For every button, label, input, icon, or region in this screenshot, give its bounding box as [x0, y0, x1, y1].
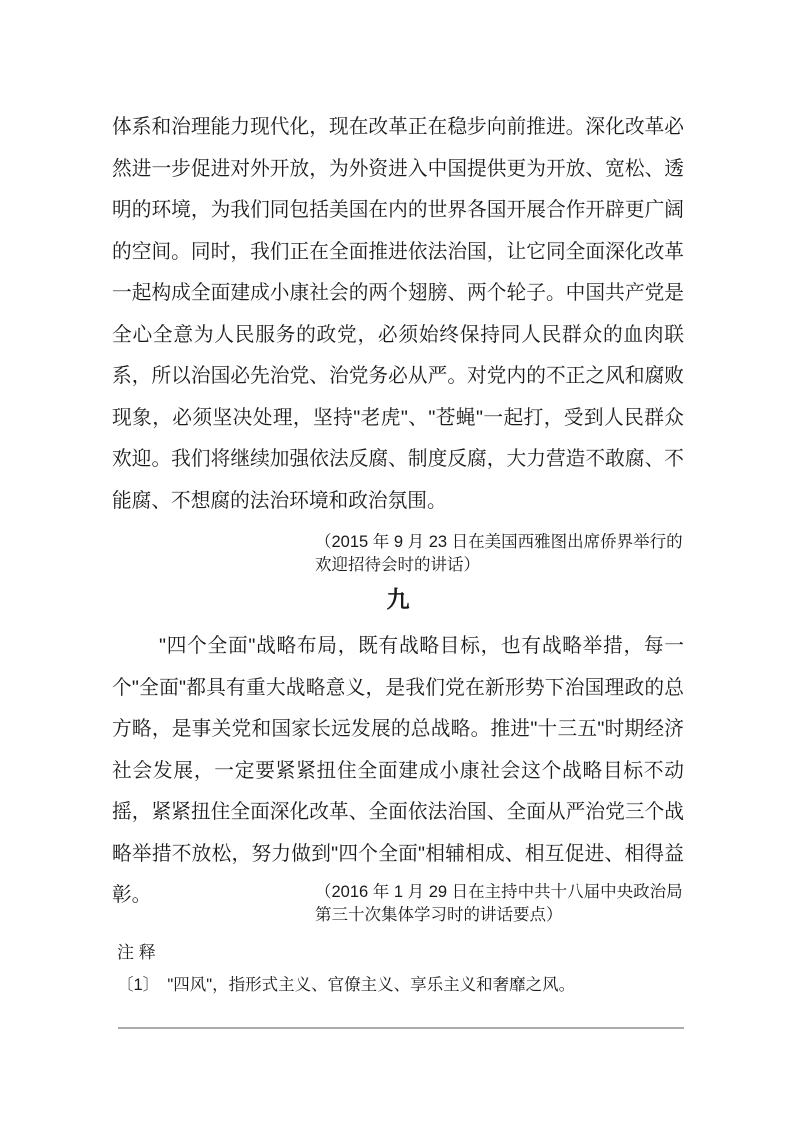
- citation-2-line-1: （2016 年 1 月 29 日在主持中共十八届中央政治局: [315, 883, 683, 901]
- citation-2: [315, 881, 695, 927]
- notes-label: 注 释: [117, 943, 156, 962]
- citation-1: [315, 531, 695, 577]
- body-paragraph-1: 体系和治理能力现代化，现在改革正在稳步向前推进。深化改革必然进一步促进对外开放，为外资进入中国提供更为开放、宽松、透明的环境，为我们同包括美国在内的世界各国开展合作开辟更广阔的空间。同时，我们正在全面推进依法治国，让它同全面深化改革一起构成全面建成小康社会的两个翅膀、两个轮子。中国共产党是全心全意为人民服务的政党，必须始终保持同人民群众的血肉联系，所以治国必先治党、治党务必从严。对党内的不正之风和腐败现象，必须坚决处理，坚持"老虎"、"苍蝇"一起打，受到人民群众欢迎。我们将继续加强依法反腐、制度反腐，大力营造不敢腐、不能腐、不想腐的法治环境和政治氛围。: [112, 116, 684, 512]
- page-divider: [118, 1027, 684, 1029]
- section-heading-nine: 九: [386, 586, 410, 612]
- footnote-1: 〔1〕 "四风"，指形式主义、官僚主义、享乐主义和奢靡之风。: [117, 976, 576, 994]
- citation-1-line-1: （2015 年 9 月 23 日在美国西雅图出席侨界举行的: [315, 533, 683, 551]
- citation-1-line-2: 欢迎招待会时的讲话）: [315, 556, 480, 574]
- citation-2-line-2: 第三十次集体学习时的讲话要点）: [315, 906, 563, 924]
- body-paragraph-2: "四个全面"战略布局，既有战略目标，也有战略举措，每一个"全面"都具有重大战略意义，是我们党在新形势下治国理政的总方略，是事关党和国家长远发展的总战略。推进"十三五"时期经济社会发展，一定要紧紧扭住全面建成小康社会这个战略目标不动摇，紧紧扭住全面深化改革、全面依法治国、全面从严治党三个战略举措不放松，努力做到"四个全面"相辅相成、相互促进、相得益彰。: [112, 635, 684, 906]
